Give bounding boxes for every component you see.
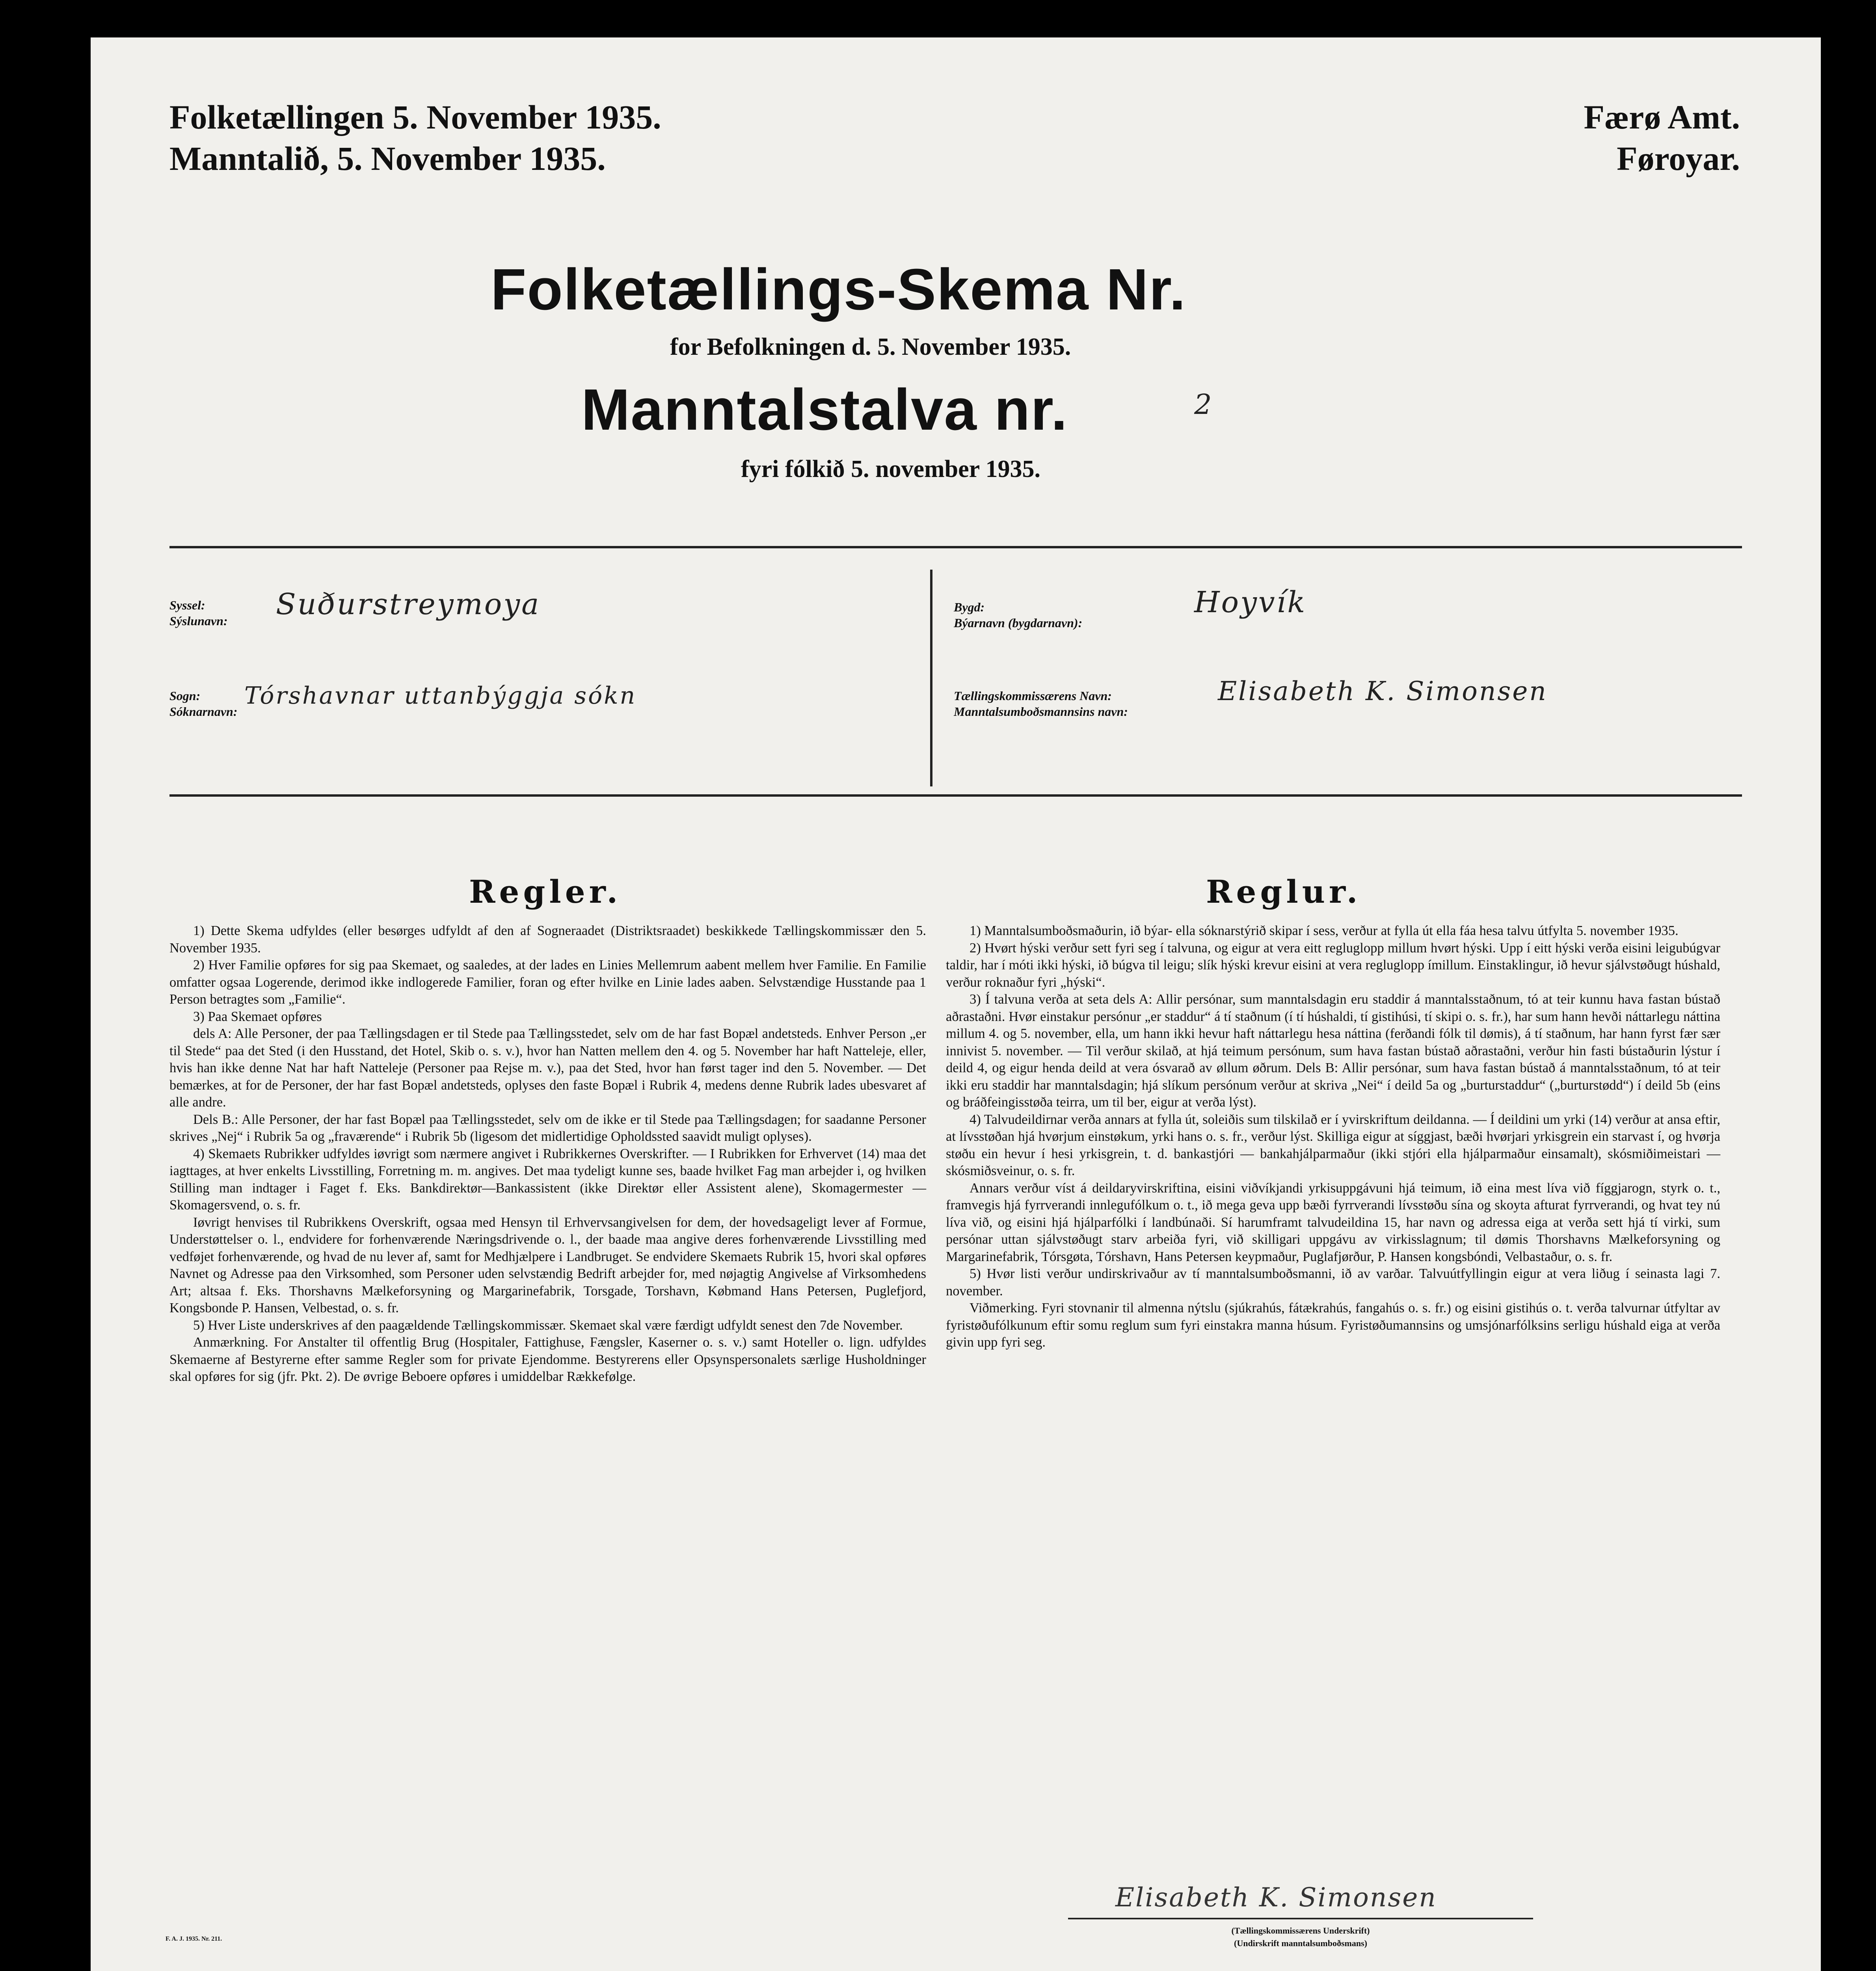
rule-fo-2: 2) Hvørt hýski verður sett fyri seg í talvuna, og eigur at vera eitt regluglopp millum hvørt hýski. Upp í eitt hýski verða eisini leigubúgvar taldir, har í móti ikki hýski, ið búgva til leigu; slík hýski krevur eisini at vera regluglopp ímillum. Einstaklingur, ið hevur sjálvstøðugt húshald, verður roknaður fyri „hýski“. xyxy=(946,940,1720,990)
kommissaer-value: Elisabeth K. Simonsen xyxy=(1218,676,1548,706)
rules-column-danish xyxy=(169,922,926,1386)
form-title-faroese: Manntalstalva nr. xyxy=(581,377,1068,442)
rule-da-note: Anmærkning. For Anstalter til offentlig Brug (Hospitaler, Fattighuse, Fængsler, Kaserner o. s. v.) samt Hoteller o. lign. udfyldes Skemaerne af Bestyrerne efter samme Regler som for private Ejendomme. Bestyrerens eller Opsynspersonalets særlige Husholdninger skal opføres for sig (jfr. Pkt. 2). De øvrige Beboere opføres i umiddelbar Rækkefølge. xyxy=(169,1335,926,1384)
rules-column-faroese xyxy=(946,922,1720,1351)
rule-da-4b: Iøvrigt henvises til Rubrikkens Overskrift, ogsaa med Hensyn til Erhvervsangivelsen for dem, der hovedsageligt lever af Formue, Understøttelser o. l., endvidere for forhenværende Næringsdrivende o. l., der baade maa angive deres forhenværende Livsstilling med vedføjet forhenværende, og hvad de nu lever af, samt for Medhjælpere i Landbruget. Se endvidere Skemaets Rubrik 15, hvori skal opføres Navnet og Adresse paa den Virksomhed, som Personer uden selvstændig Bedrift arbejder for, med nøjagtig Angivelse af Virksomhedens Art; altsaa f. Eks. Thorshavns Mælkeforsyning og Margarinefabrik, Torsgade, Torshavn, Købmand Hans Petersen, Puglefjord, Kongsbonde P. Hansen, Velbestad, o. s. fr. xyxy=(169,1215,926,1315)
printer-mark: F. A. J. 1935. Nr. 211. xyxy=(166,1936,222,1942)
top-divider xyxy=(169,546,1742,548)
rule-da-1: 1) Dette Skema udfyldes (eller besørges udfyldt af den af Sogneraadet (Distriktsraadet) beskikkede Tællingskommissær den 5. November 1935. xyxy=(169,923,926,956)
vertical-divider xyxy=(930,570,932,786)
form-title-danish: Folketællings-Skema Nr. xyxy=(491,257,1186,322)
rule-da-3: 3) Paa Skemaet opføres xyxy=(193,1009,322,1024)
syssel-value: Suðurstreymoya xyxy=(276,587,541,621)
rules-heading-danish: Regler. xyxy=(469,873,622,910)
rule-fo-4: 4) Talvudeildirnar verða annars at fylla út, soleiðis sum tilskilað er í yvirskriftum deildanna. — Í deildini um yrki (14) verður at ansa eftir, at lívsstøðan hjá hvørjum einstøkum, yrki hans o. s. fr., verður lýst. Skilliga eigur at síggjast, bæði hvørjari yrkisgrein ein starvast í, og hvørja støðu ein hevur í hesi yrkisgrein, t. d. bankastjóri — bankahjálparmaður (ikki stjóri ella hjálparmaður einsamalt), skósmiðimeistari — skósmiðsveinur, o. s. fr. xyxy=(946,1112,1720,1178)
rule-da-3a: dels A: Alle Personer, der paa Tællingsdagen er til Stede paa Tællingsstedet, selv om de har fast Bopæl andetsteds. Enhver Person „er til Stede“ paa det Sted (i den Husstand, det Hotel, Skib o. s. v.), hvor han Natten mellem den 4. og 5. November har haft Natteleje, eller, hvis han ikke denne Nat har haft Natteleje (Personer paa Rejse m. v.), paa det Sted, hvor han først tager ind den 5. November. — Det bemærkes, at for de Personer, der har fast Bopæl andetsteds, oplyses den faste Bopæl i Rubrik 4, medens denne Rubrik lades ubesvaret af alle andre. xyxy=(169,1026,926,1110)
rule-da-2: 2) Hver Familie opføres for sig paa Skemaet, og saaledes, at der lades en Linies Mellemrum aabent mellem hver Familie. En Familie omfatter ogsaa Logerende, derimod ikke indlogerede Familier, foran og efter hvilke en Linie lades aaben. Selvstændige Husstande paa 1 Person betragtes som „Familie“. xyxy=(169,958,926,1007)
rule-da-3b: Dels B.: Alle Personer, der har fast Bopæl paa Tællingsstedet, selv om de ikke er til Stede paa Tællingsdagen; for saadanne Personer skrives „Nej“ i Rubrik 5a og „fraværende“ i Rubrik 5b (ligesom det midlertidige Opholdssted saavidt muligt oplyses). xyxy=(169,1112,926,1144)
sogn-label: Sogn: Sóknarnavn: xyxy=(169,689,238,719)
rule-fo-4b: Annars verður víst á deildaryvirskriftina, eisini viðvíkjandi yrkisuppgávuni hjá teimum, ið eina mest líva við fíggjarogn, styrk o. t., framvegis hjá fyrrverandi innlegufólkum o. t., ið mega geva upp bæði fyrrverandi lívsstøðu sína og skoyta afturat fyrrverandi, og hvat tey nú líva við, og eisini hjá hjálparfólki í landbúnaði. Sí harumframt talvudeildina 15, har navn og adressa eiga at verða sett hjá tí virki, sum persónar uttan sjálvstøðugt starv arbeiða fyri, við skilligari uppgávu av virkisslagnum; til dømis Thorshavns Mælkeforsyning og Margarinefabrik, Tórsgøta, Tórshavn, Hans Petersen keypmaður, Puglafjørður, P. Hansen kongsbóndi, Velbastaður, o. s. fr. xyxy=(946,1180,1720,1264)
form-number-handwritten: 2 xyxy=(1194,388,1213,421)
kommissaer-label: Tællingskommissærens Navn: Manntalsumboðsmannsins navn: xyxy=(954,689,1128,719)
bygd-label: Bygd: Býarnavn (bygdarnavn): xyxy=(954,600,1083,630)
signature-caption-danish: (Tællingskommissærens Underskrift) xyxy=(1231,1926,1370,1936)
syssel-label: Syssel: Sýslunavn: xyxy=(169,598,228,628)
form-subtitle-danish: for Befolkningen d. 5. November 1935. xyxy=(670,333,1071,360)
rule-fo-5: 5) Hvør listi verður undirskrivaður av tí manntalsumboðsmanni, ið av varðar. Talvuútfyllingin eigur at vera liðug í seinasta lagi 7. november. xyxy=(946,1266,1720,1298)
form-subtitle-faroese: fyri fólkið 5. november 1935. xyxy=(741,456,1041,483)
signature-caption-faroese: (Undirskrift manntalsumboðsmans) xyxy=(1234,1938,1367,1948)
rule-fo-note: Viðmerking. Fyri stovnanir til almenna nýtslu (sjúkrahús, fátækrahús, fangahús o. s. fr.) og eisini gistihús o. t. verða talvurnar útfyltar av fyristøðufólkunum eftir somu reglum sum fyri einstakra manna húsum. Fyristøðumannsins og umsjónarfólksins serligu húshald eiga at verða givin upp fyri seg. xyxy=(946,1300,1720,1350)
header-left-line2: Manntalið, 5. November 1935. xyxy=(169,140,606,177)
sogn-value: Tórshavnar uttanbýggja sókn xyxy=(244,682,637,710)
census-form-page xyxy=(91,37,1821,1971)
rule-fo-1: 1) Manntalsumboðsmaðurin, ið býar- ella sóknarstýrið skipar í sess, verður at fylla út ella fáa hesa talvu útfylta 5. november 1935. xyxy=(970,923,1679,938)
rule-da-5: 5) Hver Liste underskrives af den paagældende Tællingskommissær. Skemaet skal være færdigt udfyldt senest den 7de November. xyxy=(193,1317,903,1333)
rule-fo-3: 3) Í talvuna verða at seta dels A: Allir persónar, sum manntalsdagin eru staddir á manntalsstaðnum, tó at teir kunnu hava fastan bústað aðrastaðni. Hvør einstakur persónur „er staddur“ á tí staðnum (í tí húshaldi, tí gistihúsi, tí skipi o. s. fr.), har sum hann hevði náttarlegu náttina millum 4. og 5. november, ella, um hann ikki hevur haft náttarlegu hesa náttina (ferðandi fólk til dømis), á tí staðnum, har hann fyrst fær sær innivist 5. november. — Til verður skilað, at hjá teimum persónum, sum hava fastan bústað aðrastaðni, verður hin fasti bústaðurin lýstur í deild 4, og eigur henda deild at vera ósvarað av øllum øðrum. Dels B: Allir persónar, sum hava fastan bústað á manntalsstaðnum, tó at teir ikki eru staddir har manntalsdagin; hjá slíkum persónum verður at skriva „Nei“ í deild 5a og „burturstaddur“ („burturstødd“) í deild 5b (eins og bráðfeingisstøða teirra, um til ber, eigur at verða lýst). xyxy=(946,992,1720,1110)
header-right-line2: Føroyar. xyxy=(1617,140,1740,177)
header-left-line1: Folketællingen 5. November 1935. xyxy=(169,98,661,136)
signature-line xyxy=(1068,1918,1533,1919)
rule-da-4: 4) Skemaets Rubrikker udfyldes iøvrigt som nærmere angivet i Rubrikkernes Overskrifter. — I Rubrikken for Erhvervet (14) maa det iagttages, at hver enkelts Livsstilling, Forretning m. m. angives. Det maa tydeligt kunne ses, baade hvilket Fag man arbejder i, og hvilken Stilling man indtager i Faget f. Eks. Bankdirektør—Bankassistent (ikke Direktør eller Assistent alene), Skomagermester — Skomagersvend, o. s. fr. xyxy=(169,1146,926,1213)
bygd-value: Hoyvík xyxy=(1194,585,1307,619)
rules-heading-faroese: Reglur. xyxy=(1206,873,1362,910)
signature-handwritten: Elisabeth K. Simonsen xyxy=(1115,1882,1437,1913)
header-right-line1: Færø Amt. xyxy=(1584,98,1740,136)
bottom-divider xyxy=(169,794,1742,797)
